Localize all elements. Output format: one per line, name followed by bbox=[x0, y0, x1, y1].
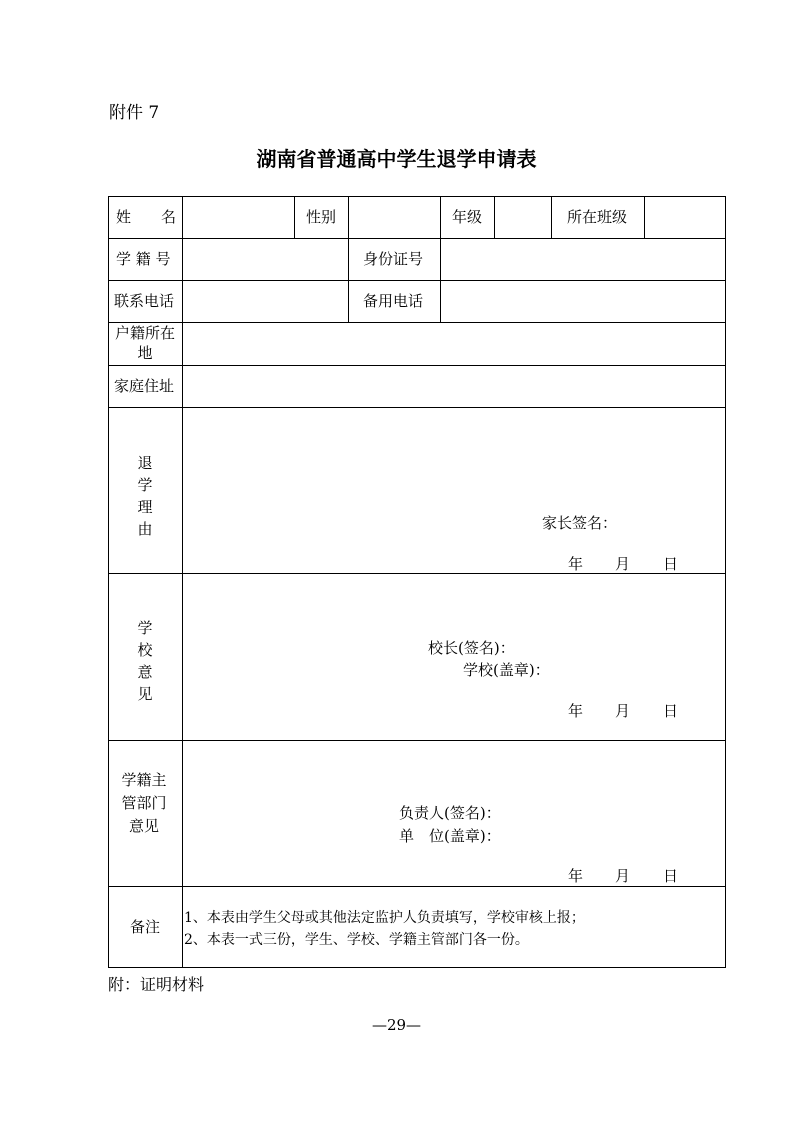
phone-label: 联系电话 bbox=[114, 292, 175, 310]
form-title: 湖南省普通高中学生退学申请表 bbox=[256, 147, 537, 171]
row-divider bbox=[108, 322, 726, 323]
reason-day: 日 bbox=[663, 555, 679, 573]
remarks-line-2: 2、本表一式三份，学生、学校、学籍主管部门各一份。 bbox=[184, 932, 529, 948]
dept-month: 月 bbox=[615, 867, 631, 885]
remarks-line-1: 1、本表由学生父母或其他法定监护人负责填写，学校审核上报； bbox=[184, 910, 585, 926]
school-month: 月 bbox=[615, 702, 631, 720]
column-divider bbox=[440, 196, 441, 322]
dept-day: 日 bbox=[663, 867, 679, 885]
school-opinion-label: 学校意见 bbox=[137, 619, 153, 703]
gender-label: 性别 bbox=[306, 208, 337, 226]
column-divider bbox=[348, 196, 349, 322]
row-divider bbox=[108, 886, 726, 887]
row-divider bbox=[108, 280, 726, 281]
column-divider bbox=[644, 196, 645, 238]
row-divider bbox=[108, 238, 726, 239]
grade-label: 年级 bbox=[452, 208, 483, 226]
principal-signature-label: 校长(签名)： bbox=[428, 639, 515, 657]
backup-phone-label: 备用电话 bbox=[363, 292, 424, 310]
page-number: —29— bbox=[371, 1016, 422, 1034]
application-form-table bbox=[108, 196, 726, 968]
unit-seal-label: 单 位(盖章)： bbox=[399, 827, 501, 845]
school-seal-label: 学校(盖章)： bbox=[463, 661, 550, 679]
row-divider bbox=[108, 407, 726, 408]
reason-year: 年 bbox=[568, 555, 584, 573]
column-divider bbox=[182, 196, 183, 968]
person-signature-label: 负责人(签名)： bbox=[399, 804, 501, 822]
attachment-label: 附件 7 bbox=[109, 103, 160, 123]
id-card-label: 身份证号 bbox=[363, 250, 424, 268]
hukou-label: 户籍所在地 bbox=[114, 324, 175, 362]
reason-label: 退学理由 bbox=[137, 454, 153, 538]
student-id-label: 学 籍 号 bbox=[116, 250, 171, 268]
reason-month: 月 bbox=[615, 555, 631, 573]
school-year: 年 bbox=[568, 702, 584, 720]
school-day: 日 bbox=[663, 702, 679, 720]
remarks-label: 备注 bbox=[130, 918, 161, 936]
attachment-note: 附：证明材料 bbox=[108, 975, 205, 994]
row-divider bbox=[108, 365, 726, 366]
row-divider bbox=[108, 573, 726, 574]
row-divider bbox=[108, 740, 726, 741]
dept-opinion-label: 学籍主管部门意见 bbox=[121, 771, 167, 835]
column-divider bbox=[294, 196, 295, 238]
name-label: 姓 名 bbox=[116, 208, 177, 226]
class-label: 所在班级 bbox=[567, 208, 628, 226]
column-divider bbox=[551, 196, 552, 238]
column-divider bbox=[494, 196, 495, 238]
parent-signature-label: 家长签名： bbox=[542, 514, 618, 532]
dept-year: 年 bbox=[568, 867, 584, 885]
address-label: 家庭住址 bbox=[114, 377, 175, 395]
